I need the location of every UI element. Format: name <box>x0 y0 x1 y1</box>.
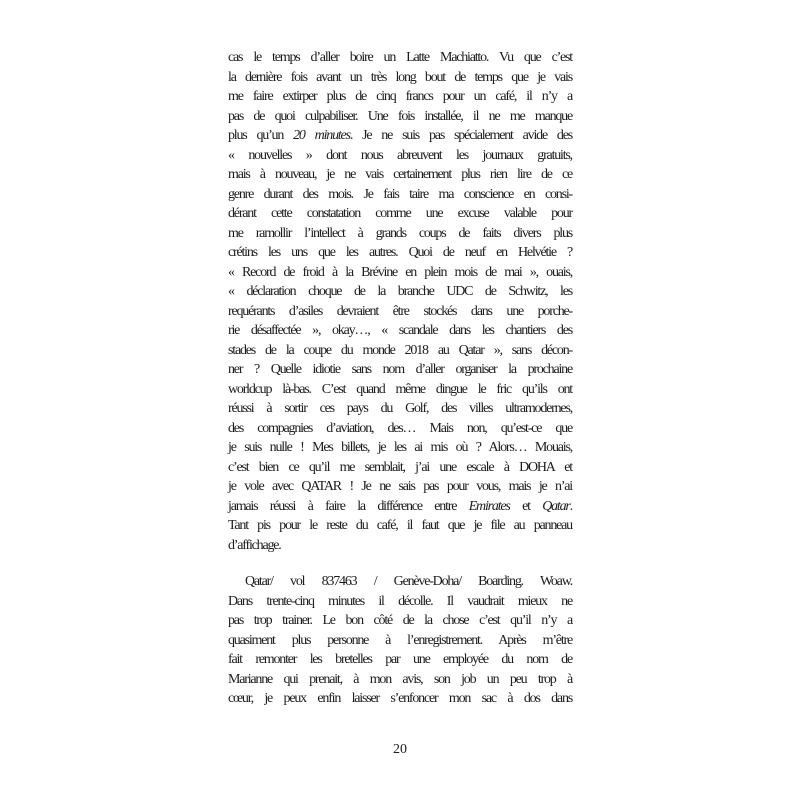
text-line <box>228 48 572 68</box>
text-run: « déclaration choque de la branche UDC de Schwitz, les <box>228 284 572 299</box>
text-line <box>228 243 572 263</box>
text-run: et <box>509 498 543 514</box>
text-line <box>228 107 572 127</box>
text-line <box>228 282 572 302</box>
text-line <box>228 165 572 185</box>
text-line <box>228 321 572 341</box>
text-line <box>228 536 572 556</box>
text-run: crétins les uns que les autres. Quoi de neuf en Helvétie ? <box>228 245 572 260</box>
text-run: d’affichage. <box>228 537 281 553</box>
text-run: « nouvelles » dont nous abreuvent les journaux gratuits, <box>228 147 572 163</box>
text-line <box>228 650 572 670</box>
text-line <box>228 419 572 439</box>
text-line <box>228 399 572 419</box>
text-line <box>228 572 572 592</box>
text-run: dérant cette constatation comme une excuse valable pour <box>228 206 572 221</box>
text-run: quasiment plus personne à l’enregistrement. Après m’être <box>228 632 572 648</box>
text-run: jamais réussi à faire la différence entre <box>228 498 469 514</box>
emphasis-text: Emirates <box>468 498 510 514</box>
text-run: stades de la coupe du monde 2018 au Qatar », sans décon- <box>228 342 572 358</box>
text-run: pas de quoi culpabiliser. Une fois installée, il ne me manque <box>228 108 572 124</box>
text-run: des compagnies d’aviation, des… Mais non, qu’est-ce que <box>228 420 572 436</box>
text-line <box>228 516 572 536</box>
text-run: Tant pis pour le reste du café, il faut que je file au panneau <box>228 518 572 533</box>
text-line <box>228 438 572 458</box>
text-run: ner ? Quelle idiotie sans nom d’aller organiser la prochaine <box>228 362 572 377</box>
text-run: fait remonter les bretelles par une employée du nom de <box>228 652 572 667</box>
text-line <box>228 224 572 244</box>
text-run: requérants d’asiles devraient être stockés dans une porche- <box>228 303 572 319</box>
text-run: rie désaffectée », okay…, « scandale dans les chantiers des <box>228 323 572 338</box>
text-line <box>228 477 572 497</box>
text-run: . <box>569 498 572 514</box>
paragraph <box>228 48 572 555</box>
text-run: Dans trente-cinq minutes il décolle. Il vaudrait mieux ne <box>228 593 572 609</box>
text-run: je suis nulle ! Mes billets, je les ai mis où ? Alors… Mouais, <box>228 440 572 455</box>
text-run: mais à nouveau, je ne vais certainement plus rien lire de ce <box>228 167 572 182</box>
text-run: worldcup là-bas. C’est quand même dingue le fric qu’ils ont <box>228 381 572 397</box>
text-line <box>228 185 572 205</box>
text-line <box>228 611 572 631</box>
text-run: la dernière fois avant un très long bout de temps que je vais <box>228 69 572 85</box>
text-run: c’est bien ce qu’il me semblait, j’ai une escale à DOHA et <box>228 459 572 475</box>
text-line <box>228 670 572 690</box>
text-run: me ramollir l’intellect à grands coups de faits divers plus <box>228 225 572 241</box>
text-line <box>228 204 572 224</box>
text-run: « Record de froid à la Brévine en plein mois de mai », ouais, <box>228 264 572 280</box>
text-line <box>228 458 572 478</box>
text-line <box>228 592 572 612</box>
paragraph <box>228 572 572 709</box>
text-line <box>228 631 572 651</box>
text-run: cas le temps d’aller boire un Latte Machiatto. Vu que c’est <box>228 50 572 65</box>
emphasis-text: 20 minutes <box>293 128 350 143</box>
text-line <box>228 126 572 146</box>
text-line <box>228 497 572 517</box>
text-run: Qatar/ vol 837463 / Genève-Doha/ Boarding. Woaw. <box>245 574 572 589</box>
text-line <box>228 341 572 361</box>
text-line <box>228 380 572 400</box>
emphasis-text: Qatar <box>542 498 570 514</box>
text-run: . Je ne suis pas spécialement avide des <box>349 128 572 143</box>
body-text <box>228 48 572 709</box>
text-line <box>228 146 572 166</box>
text-line <box>228 360 572 380</box>
text-line <box>228 263 572 283</box>
text-line <box>228 68 572 88</box>
text-run: Marianne qui prenait, à mon avis, son job un peu trop à <box>228 671 572 687</box>
text-run: réussi à sortir ces pays du Golf, des villes ultramodernes, <box>228 401 572 416</box>
text-run: plus qu’un <box>228 128 294 143</box>
text-line <box>228 689 572 709</box>
text-line <box>228 87 572 107</box>
page-number: 20 <box>393 742 407 757</box>
text-run: cœur, je peux enfin laisser s’enfoncer mon sac à dos dans <box>228 691 572 706</box>
text-run: me faire extirper plus de cinq francs pour un café, il n’y a <box>228 89 572 104</box>
text-line <box>228 302 572 322</box>
text-run: genre durant des mois. Je fais taire ma conscience en consi- <box>228 186 572 202</box>
text-run: pas trop trainer. Le bon côté de la chose c’est qu’il n’y a <box>228 613 572 628</box>
text-run: je vole avec QATAR ! Je ne sais pas pour vous, mais je n’ai <box>228 479 572 494</box>
